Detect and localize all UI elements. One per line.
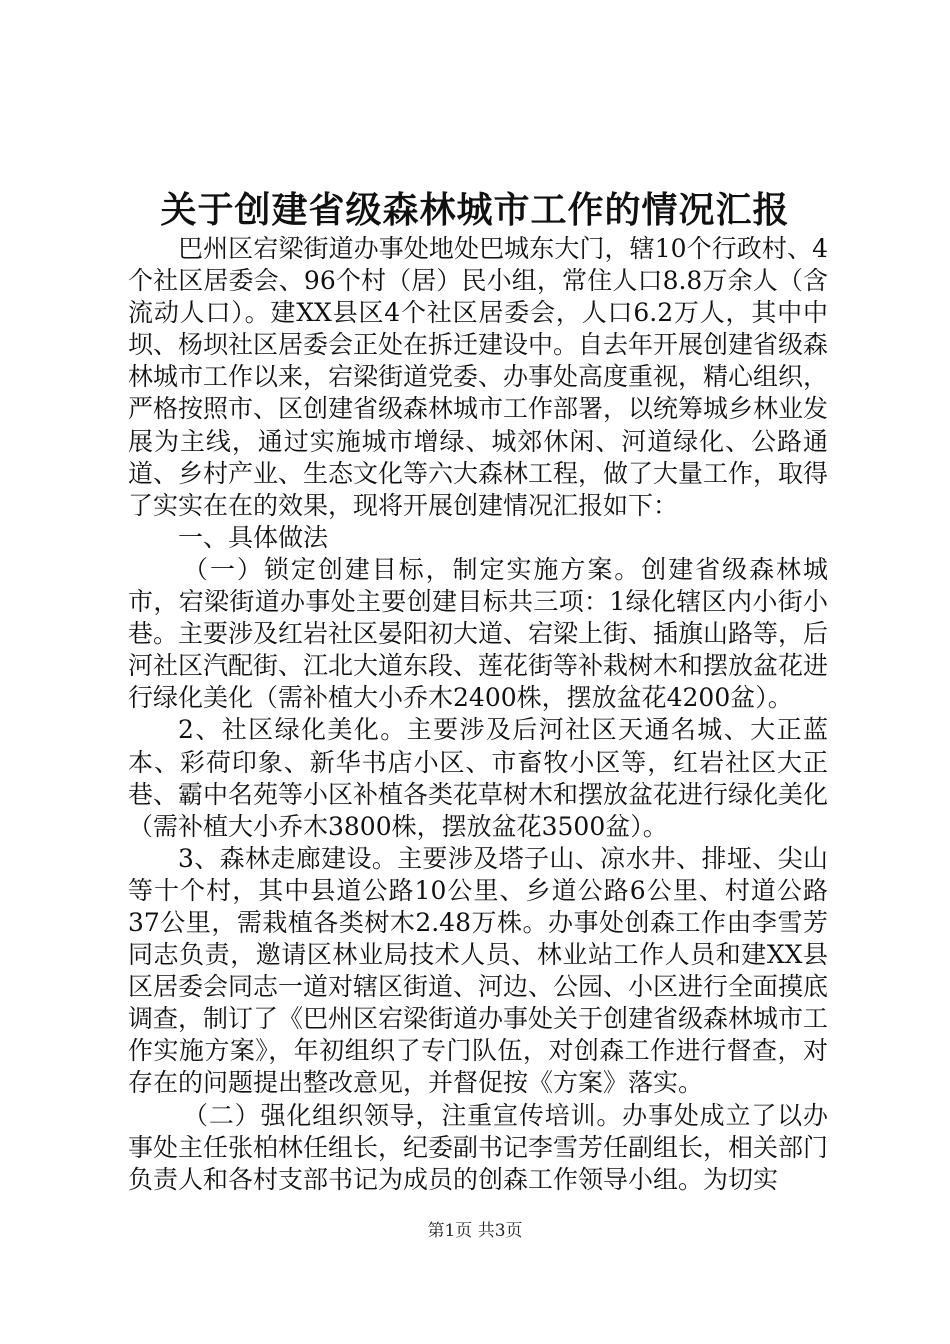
section-heading: 一、具体做法 <box>178 522 329 552</box>
body-paragraph: （二）强化组织领导，注重宣传培训。办事处成立了以办事处主任张柏林任组长，纪委副书记李雪芳任副组长，相关部门负责人和各村支部书记为成员的创森工作领导小组。为切实 <box>128 1100 829 1194</box>
body-paragraph: 3、森林走廊建设。主要涉及塔子山、凉水井、排垭、尖山等十个村，其中县道公路10公里、乡道公路6公里、村道公路37公里，需栽植各类树木2.48万株。办事处创森工作由李雪芳同志负责，邀请区林业局技术人员、林业站工作人员和建XX县区居委会同志一道对辖区街道、河边、公园、小区进行全面摸底调查，制订了《巴州区宕梁街道办事处关于创建省级森林城市工作实施方案》，年初组织了专门队伍，对创森工作进行督查，对存在的问题提出整改意见，并督促按《方案》落实。 <box>128 843 829 1098</box>
body-paragraph: （一）锁定创建目标，制定实施方案。创建省级森林城市，宕梁街道办事处主要创建目标共三项：1绿化辖区内小街小巷。主要涉及红岩社区晏阳初大道、宕梁上街、插旗山路等，后河社区汽配街、江北大道东段、莲花街等补栽树木和摆放盆花进行绿化美化（需补植大小乔木2400株，摆放盆花4200盆）。 <box>128 554 829 713</box>
document-body <box>128 233 828 1196</box>
page-number-footer: 第1页 共3页 <box>427 1221 523 1241</box>
document-title: 关于创建省级森林城市工作的情况汇报 <box>160 189 790 231</box>
body-paragraph: 2、社区绿化美化。主要涉及后河社区天通名城、大正蓝本、彩荷印象、新华书店小区、市畜牧小区等，红岩社区大正巷、霸中名苑等小区补植各类花草树木和摆放盆花进行绿化美化（需补植大小乔木3800株，摆放盆花3500盆）。 <box>128 715 829 841</box>
intro-paragraph: 巴州区宕梁街道办事处地处巴城东大门，辖10个行政村、4个社区居委会、96个村（居）民小组，常住人口8.8万余人（含流动人口）。建XX县区4个社区居委会，人口6.2万人，其中中坝、杨坝社区居委会正处在拆迁建设中。自去年开展创建省级森林城市工作以来，宕梁街道党委、办事处高度重视，精心组织，严格按照市、区创建省级森林城市工作部署，以统筹城乡林业发展为主线，通过实施城市增绿、城郊休闲、河道绿化、公路通道、乡村产业、生态文化等六大森林工程，做了大量工作，取得了实实在在的效果，现将开展创建情况汇报如下： <box>128 234 829 520</box>
